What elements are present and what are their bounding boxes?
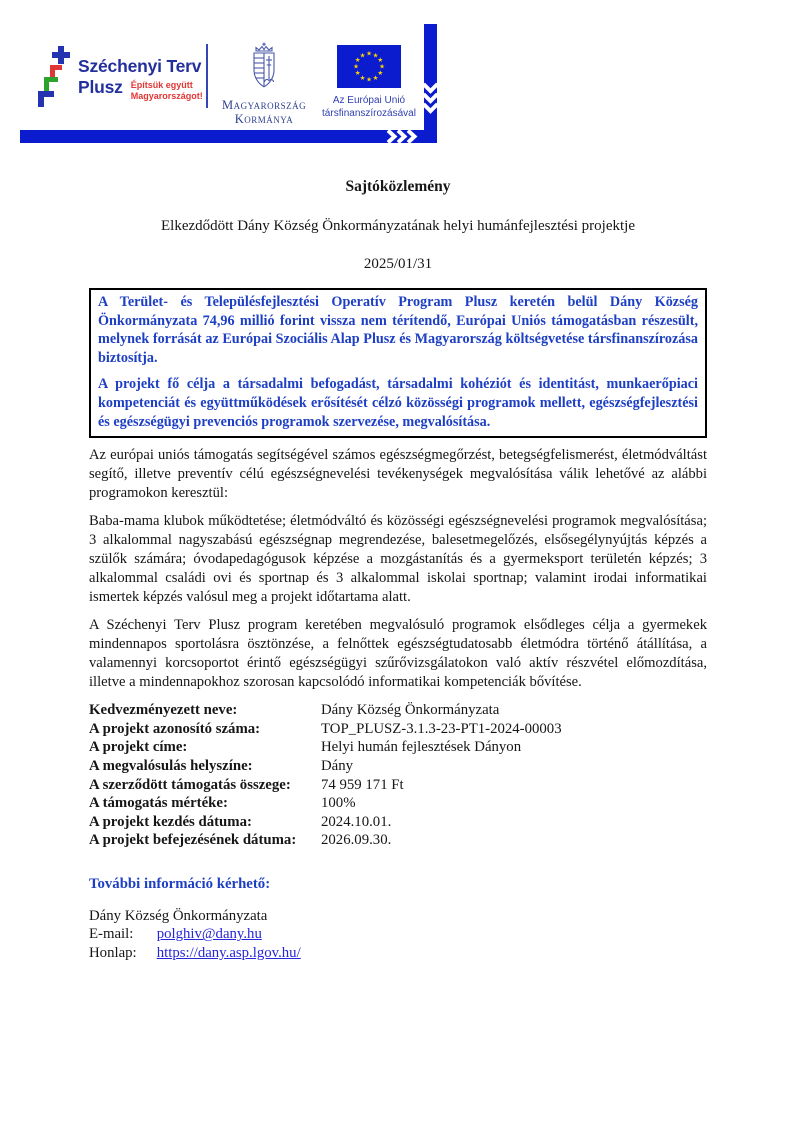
svg-text:★: ★ (359, 51, 366, 60)
detail-label: A projekt címe: (89, 739, 188, 756)
detail-value: Helyi humán fejlesztések Dányon (321, 739, 522, 756)
website-link[interactable]: https://dany.asp.lgov.hu/ (156, 944, 301, 961)
header (0, 0, 795, 162)
szechenyi-logo-tagline (131, 80, 203, 102)
contact-heading: További információ kérhető: (89, 875, 271, 892)
hungary-coat-of-arms-icon (243, 42, 285, 92)
svg-text:★: ★ (366, 49, 372, 58)
svg-text:★: ★ (359, 74, 366, 82)
document-date: 2025/01/31 (363, 256, 433, 272)
szechenyi-tagline-line2: Magyarországot! (130, 91, 203, 101)
contact-organization: Dány Község Önkormányzata (89, 907, 268, 924)
eu-text-line2: társfinanszírozásával (322, 107, 416, 119)
detail-value: Dány Község Önkormányzata (321, 702, 500, 719)
svg-text:★: ★ (379, 62, 385, 71)
highlight-paragraph-1: A Terület- és Településfejlesztési Operatív Program Plusz keretén belül Dány Község Önkormányzata 74,96 millió forint vissza nem térítendő, Európai Uniós támogatásban részesült, melynek forrását az Európai Szociális Alap Plusz és Magyarország költségvetése társfinanszírozása biztosítja. (98, 294, 698, 366)
email-link[interactable]: polghiv@dany.hu (156, 926, 262, 943)
contact-website-row (89, 944, 707, 963)
svg-text:★: ★ (377, 56, 384, 65)
svg-text:★: ★ (353, 62, 359, 71)
svg-text:★: ★ (377, 69, 384, 78)
svg-text:★: ★ (366, 75, 372, 84)
detail-value: Dány (321, 757, 354, 774)
svg-text:★: ★ (354, 56, 361, 65)
detail-value: 2024.10.01. (321, 813, 392, 830)
szechenyi-logo-title: Széchenyi Terv (78, 56, 202, 76)
document-content (89, 172, 707, 962)
document-subtitle: Elkezdődött Dány Község Önkormányzatának helyi humánfejlesztési projektje (160, 218, 635, 234)
highlight-box (89, 288, 707, 438)
government-logo-text (222, 99, 306, 126)
eu-cofunding-logo (316, 45, 422, 120)
eu-logo-text (316, 95, 422, 120)
detail-label: A projekt kezdés dátuma: (89, 813, 252, 830)
svg-text:★: ★ (372, 74, 379, 82)
government-logo (222, 42, 306, 126)
contact-email-row (89, 925, 707, 944)
government-line1: Magyarország (222, 98, 307, 112)
project-details-table (89, 701, 707, 850)
body-paragraph-1: Az európai uniós támogatás segítségével számos egészségmegőrzést, betegségfelismerést, életmódváltást segítő, illetve preventív célú egészségnevelési tevékenységek megvalósítása válik lehetővé az alábbi programokon keresztül: (89, 447, 707, 502)
szechenyi-tagline-line1: Építsük együtt (130, 80, 193, 90)
detail-label: A támogatás mértéke: (89, 795, 228, 812)
detail-label: A szerződött támogatás összege: (89, 776, 291, 793)
government-line2: Kormánya (234, 111, 294, 126)
website-label: Honlap: (89, 944, 137, 961)
detail-value: TOP_PLUSZ-3.1.3-23-PT1-2024-00003 (321, 720, 562, 737)
email-label: E-mail: (89, 926, 134, 943)
detail-value: 74 959 171 Ft (321, 776, 404, 793)
body-paragraph-2: Baba-mama klubok működtetése; életmódváltó és közösségi egészségnevelési programok megvalósítása; 3 alkalommal nagyszabású egészségnap megrendezése, balesetmegelőzés, elsősegélynyújtás képzés a szülők számára; óvodapedagógusok képzése a mozgástanítás és a gyermeksport területén képzés; 3 alkalommal családi ovi és sportnap és 3 alkalommal iskolai sportnap; valamint irodai informatikai ismertek képzés valósul meg a projekt időtartama alatt. (89, 513, 707, 606)
detail-label: A megvalósulás helyszíne: (89, 757, 253, 774)
szechenyi-terv-plusz-logo (38, 46, 218, 116)
eu-flag-icon (337, 45, 401, 88)
detail-label: Kedvezményezett neve: (89, 702, 238, 719)
body-paragraph-3: A Széchenyi Terv Plusz program keretében megvalósuló programok elsődleges célja a gyermekek mindennapos sportolásra ösztönzése, a felnőttek egészségtudatosabb életmódra történő átállítása, a valamennyi korcsoportot érintő egészségügyi szűrővizsgálatokon való aktív részvétel előmozdítása, illetve a mindennapokhoz szorosan kapcsolódó informatikai kompetenciák bővítése. (89, 617, 707, 691)
szechenyi-logo-mark-icon (38, 46, 74, 108)
detail-label: A projekt befejezésének dátuma: (89, 832, 297, 849)
eu-text-line1: Az Európai Unió (332, 95, 406, 106)
document-title: Sajtóközlemény (345, 178, 451, 195)
detail-value: 2026.09.30. (321, 832, 392, 849)
svg-text:★: ★ (354, 69, 361, 78)
szechenyi-logo-title2: Plusz (78, 77, 123, 97)
detail-value: 100% (321, 795, 356, 812)
highlight-paragraph-2: A projekt fő célja a társadalmi befogadást, társadalmi kohéziót és identitást, munkaerőpiaci kompetenciát és együttműködések erősítését célzó közösségi programok mellett, egészségfejlesztési és egészségügyi prevenciós programok szervezése, megvalósítása. (98, 376, 698, 430)
detail-label: A projekt azonosító száma: (89, 720, 261, 737)
svg-text:★: ★ (372, 51, 379, 60)
header-divider (206, 44, 208, 108)
